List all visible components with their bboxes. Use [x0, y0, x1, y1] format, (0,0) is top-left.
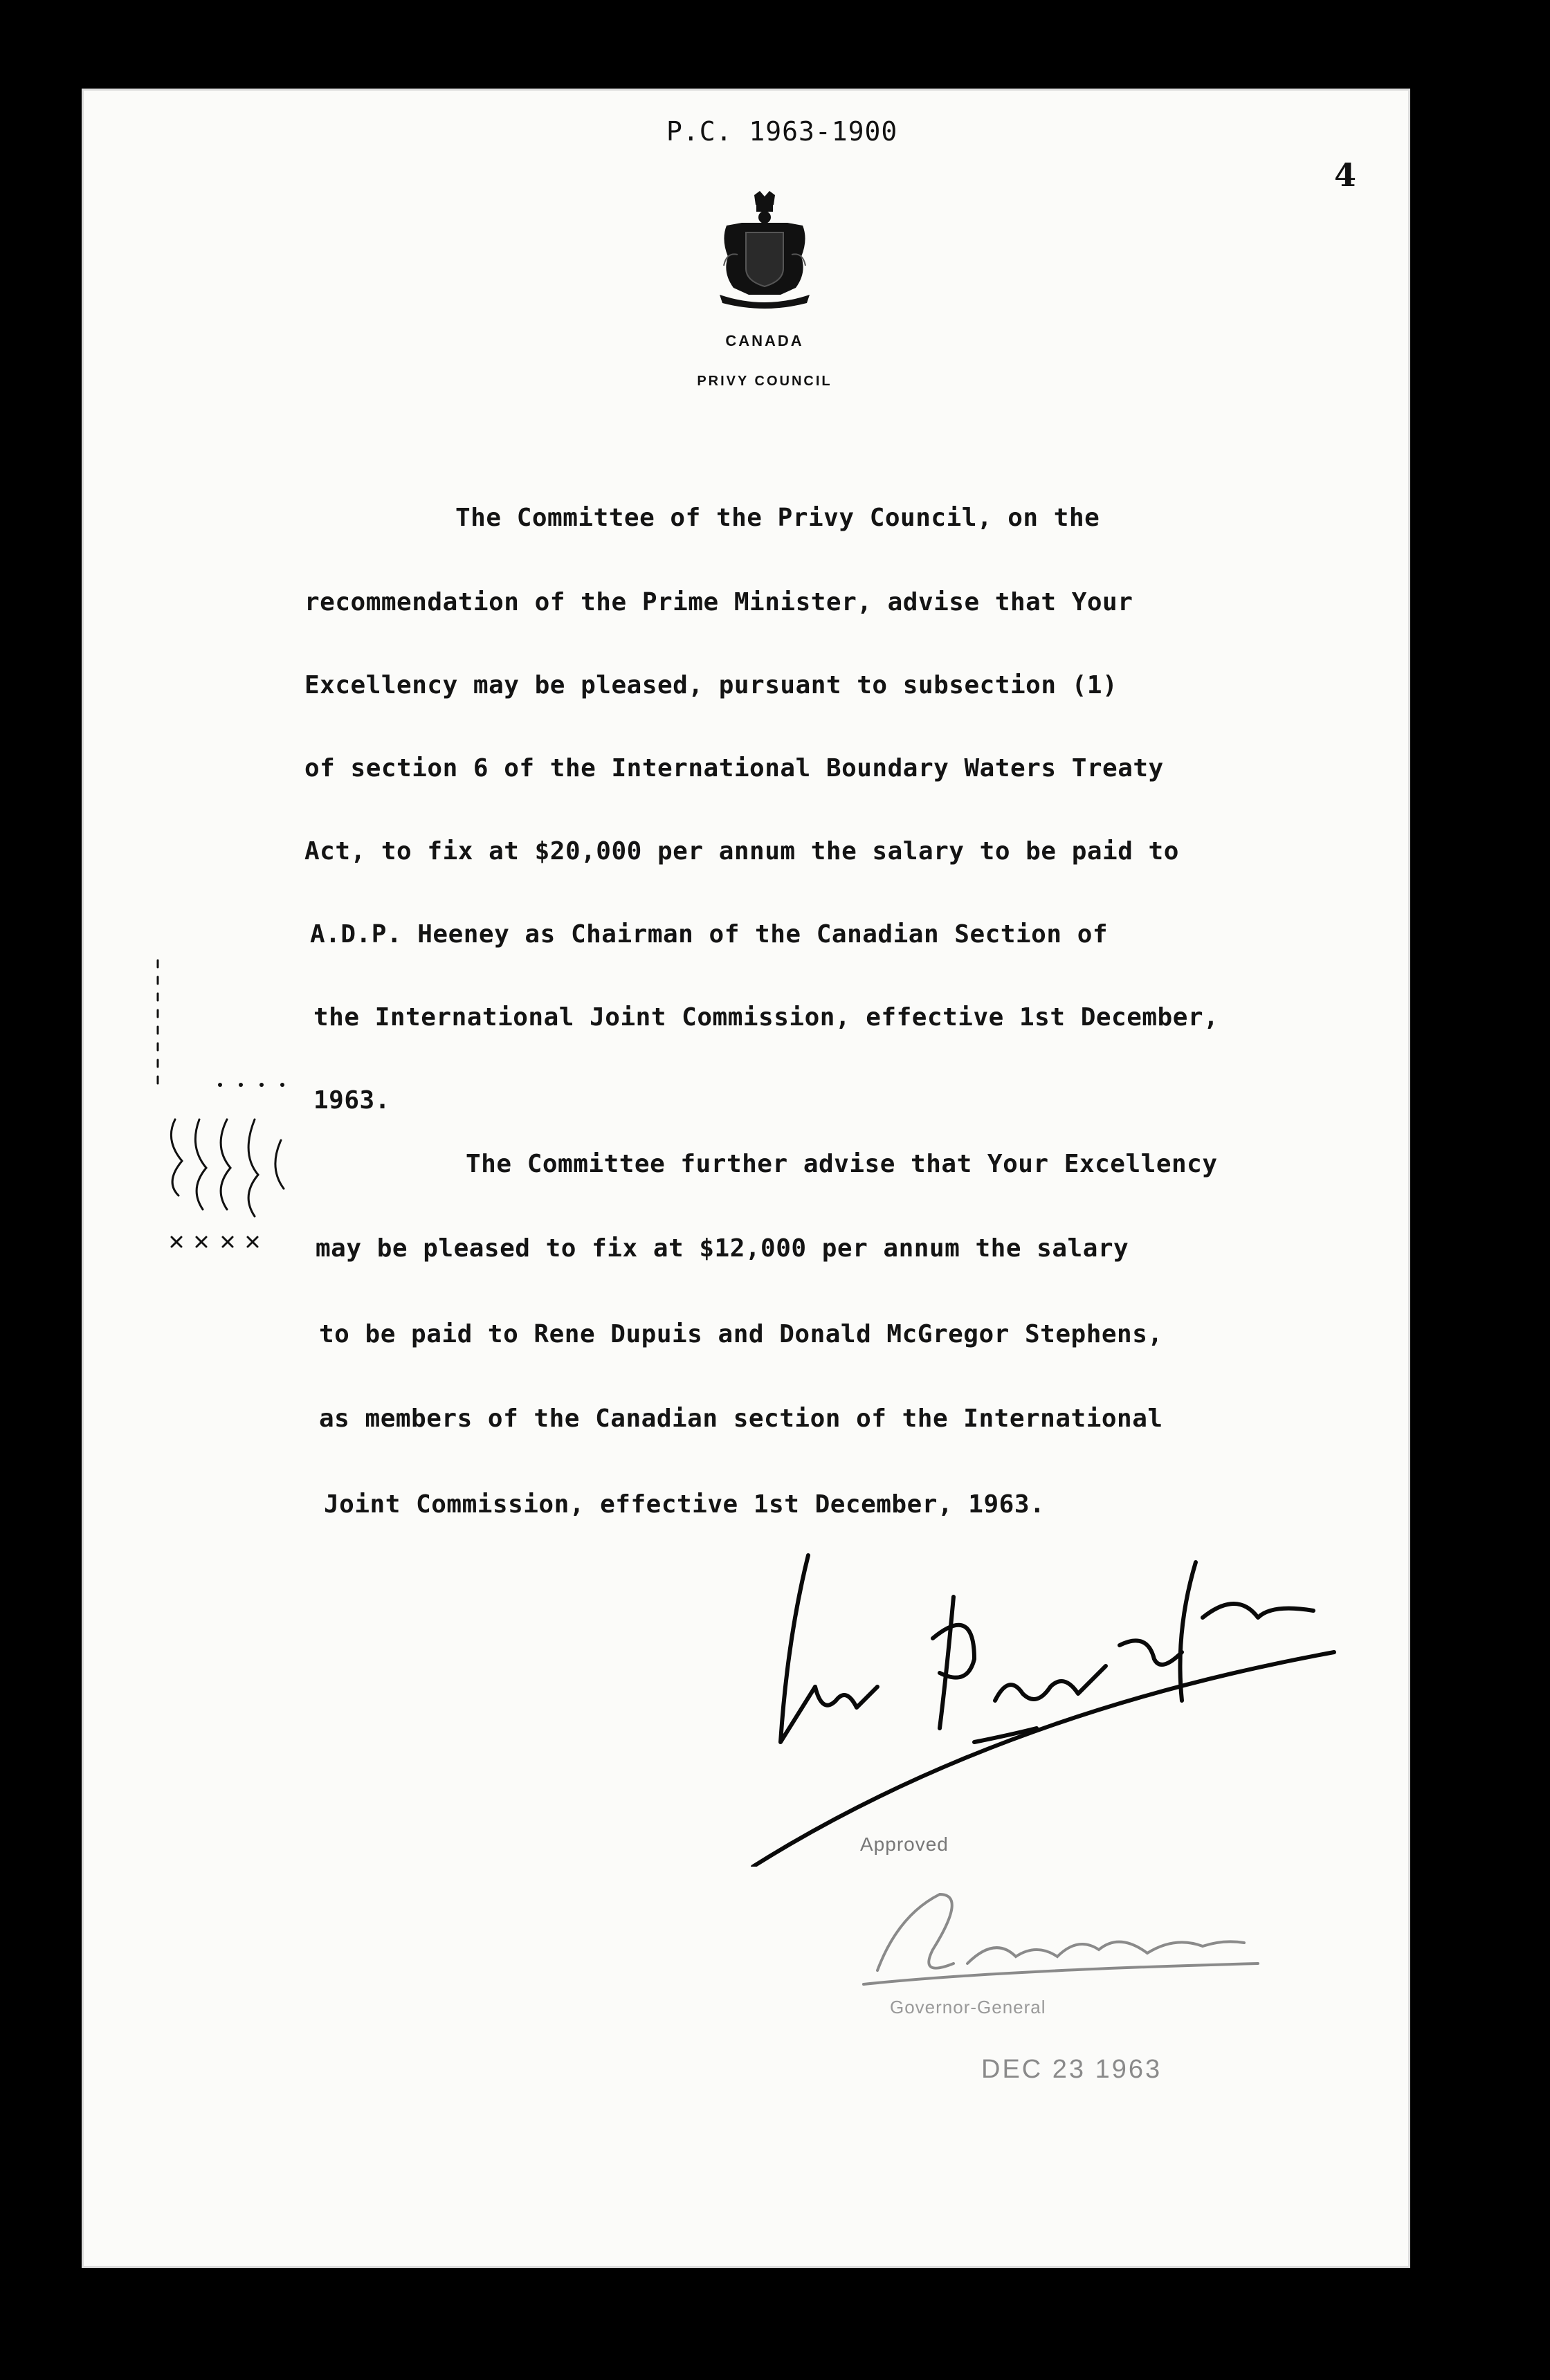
paragraph-line: the International Joint Commission, effective 1st December, [313, 1003, 1219, 1032]
paragraph-line: 1963. [313, 1086, 390, 1115]
paragraph-line: The Committee of the Privy Council, on the [455, 504, 1100, 532]
approval-date-stamp: DEC 23 1963 [981, 2055, 1162, 2084]
paragraph-line: The Committee further advise that Your Excellency [466, 1150, 1218, 1178]
coat-of-arms-icon [713, 191, 817, 309]
handwritten-margin-note [109, 946, 303, 1306]
page-number: 4 [1333, 156, 1356, 194]
document-page [82, 89, 1410, 2268]
paragraph-line: may be pleased to fix at $12,000 per annum the salary [316, 1234, 1129, 1263]
governor-general-signature [857, 1867, 1272, 2005]
header-country: CANADA [725, 332, 804, 349]
approval-stamp-label: Approved [860, 1833, 949, 1855]
paragraph-line: as members of the Canadian section of the International [319, 1404, 1163, 1433]
governor-general-label: Governor-General [890, 1997, 1046, 2017]
paragraph-line: A.D.P. Heeney as Chairman of the Canadian Section of [310, 920, 1109, 949]
header-privy-council: PRIVY COUNCIL [697, 374, 832, 389]
paragraph-line: to be paid to Rene Dupuis and Donald McGregor Stephens, [319, 1320, 1163, 1348]
order-number: P.C. 1963-1900 [666, 116, 898, 147]
signature [649, 1535, 1341, 1867]
paragraph-line: Joint Commission, effective 1st December, 1963. [324, 1490, 1046, 1519]
paragraph-line: Act, to fix at $20,000 per annum the salary to be paid to [304, 837, 1179, 866]
paragraph-line: Excellency may be pleased, pursuant to subsection (1) [304, 671, 1118, 699]
paragraph-line: of section 6 of the International Boundary Waters Treaty [304, 754, 1164, 782]
paragraph-line: recommendation of the Prime Minister, advise that Your [304, 588, 1133, 616]
